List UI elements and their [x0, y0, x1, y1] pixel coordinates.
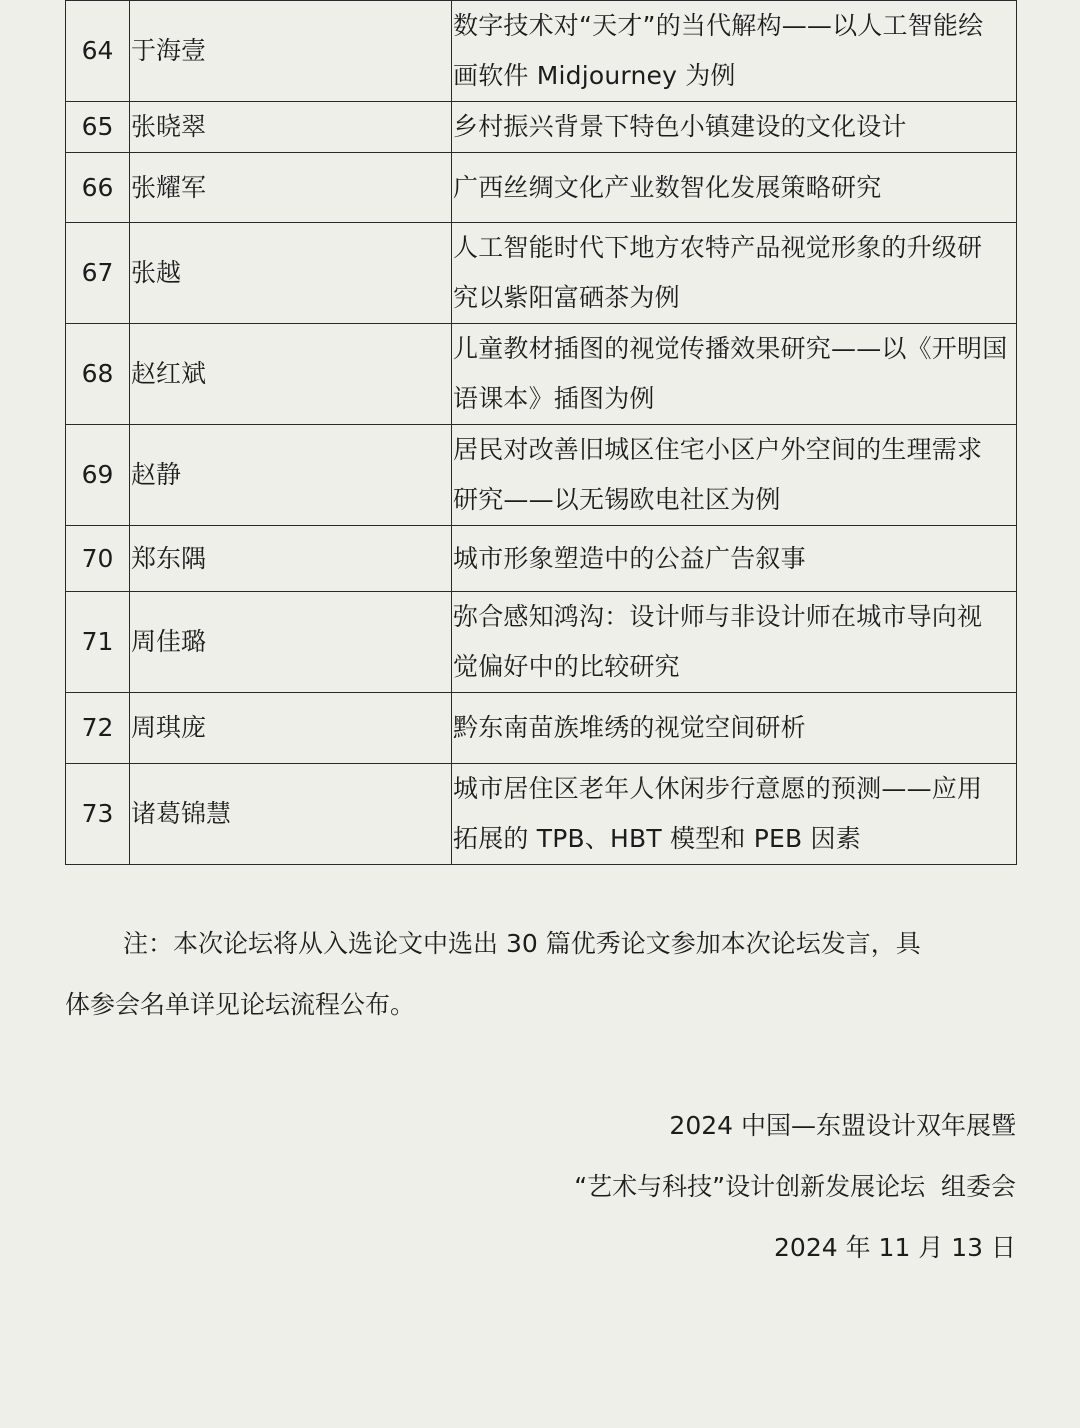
paper-list-table: [65, 0, 1017, 865]
table-row: [66, 324, 1017, 425]
organizer-line-2: “艺术与科技”设计创新发展论坛 组委会: [574, 1172, 1016, 1201]
author-name: 赵红斌: [130, 324, 452, 425]
table-row: [66, 102, 1017, 153]
table-row: [66, 693, 1017, 764]
note-line: 注：本次论坛将从入选论文中选出 30 篇优秀论文参加本次论坛发言，具: [123, 929, 921, 958]
paper-title-line: 城市形象塑造中的公益广告叙事: [453, 543, 806, 573]
table-row: [66, 526, 1017, 592]
row-number: 68: [66, 324, 130, 425]
author-name: 诸葛锦慧: [130, 764, 452, 865]
author-name: 张晓翠: [130, 102, 452, 153]
table-row: [66, 223, 1017, 324]
paper-title: [452, 153, 1017, 223]
paper-title: [452, 425, 1017, 526]
author-name: 张耀军: [130, 153, 452, 223]
paper-title: [452, 592, 1017, 693]
paper-title-line: 乡村振兴背景下特色小镇建设的文化设计: [453, 112, 907, 141]
paper-title-line: 数字技术对“天才”的当代解构——以人工智能绘: [453, 11, 984, 40]
table-row: [66, 764, 1017, 865]
row-number: 69: [66, 425, 130, 526]
author-name: 赵静: [130, 425, 452, 526]
row-number: 72: [66, 693, 130, 764]
organizer-line-1: 2024 中国—东盟设计双年展暨: [669, 1111, 1016, 1140]
table-row: [66, 592, 1017, 693]
author-name: 于海壹: [130, 1, 452, 102]
note-paragraph: [65, 913, 1017, 1035]
paper-title-line: 觉偏好中的比较研究: [453, 652, 680, 681]
paper-title-line: 究以紫阳富硒茶为例: [453, 283, 680, 312]
author-name: 周琪庞: [130, 693, 452, 764]
paper-title: [452, 223, 1017, 324]
author-name: 周佳璐: [130, 592, 452, 693]
row-number: 64: [66, 1, 130, 102]
paper-title: [452, 526, 1017, 592]
signature-date: 2024 年 11 月 13 日: [774, 1233, 1016, 1262]
paper-title-line: 拓展的 TPB、HBT 模型和 PEB 因素: [453, 824, 861, 853]
row-number: 70: [66, 526, 130, 592]
row-number: 66: [66, 153, 130, 223]
row-number: 65: [66, 102, 130, 153]
table-row: [66, 1, 1017, 102]
paper-title-line: 城市居住区老年人休闲步行意愿的预测——应用: [453, 774, 983, 803]
table-row: [66, 153, 1017, 223]
author-name: 郑东隅: [130, 526, 452, 592]
signature-block: [574, 1095, 1016, 1278]
table-row: [66, 425, 1017, 526]
paper-title-line: 儿童教材插图的视觉传播效果研究——以《开明国: [453, 334, 1008, 363]
paper-title: [452, 324, 1017, 425]
paper-title-line: 研究——以无锡欧电社区为例: [453, 485, 781, 514]
paper-list-body: [66, 1, 1017, 865]
paper-title-line: 弥合感知鸿沟：设计师与非设计师在城市导向视: [453, 602, 983, 631]
author-name: 张越: [130, 223, 452, 324]
row-number: 73: [66, 764, 130, 865]
paper-title-line: 黔东南苗族堆绣的视觉空间研析: [453, 713, 806, 742]
paper-title: [452, 1, 1017, 102]
note-line: 体参会名单详见论坛流程公布。: [65, 990, 416, 1019]
paper-title-line: 居民对改善旧城区住宅小区户外空间的生理需求: [453, 435, 983, 464]
paper-title-line: 语课本》插图为例: [453, 384, 655, 413]
row-number: 71: [66, 592, 130, 693]
paper-title-line: 画软件 Midjourney 为例: [453, 61, 736, 90]
paper-title-line: 广西丝绸文化产业数智化发展策略研究: [453, 172, 882, 202]
paper-title: [452, 693, 1017, 764]
paper-title: [452, 102, 1017, 153]
row-number: 67: [66, 223, 130, 324]
paper-title-line: 人工智能时代下地方农特产品视觉形象的升级研: [453, 233, 983, 262]
paper-title: [452, 764, 1017, 865]
